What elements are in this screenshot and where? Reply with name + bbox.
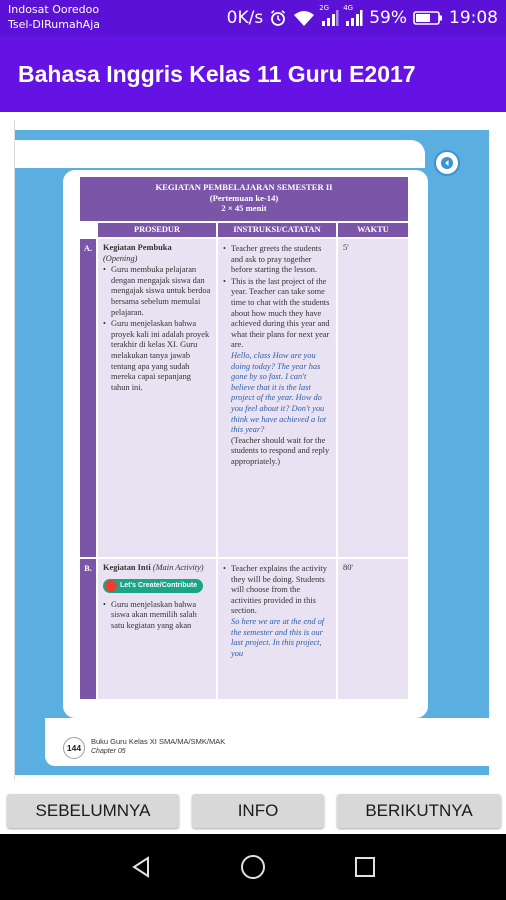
page-frame-inner <box>15 140 425 168</box>
table-row <box>80 559 408 699</box>
procedure-item: • Guru membuka pelajaran dengan mengajak siswa dan mengajak siswa untuk berdoa bersama sebelum memulai pelajaran. <box>103 265 211 318</box>
row-label-a: A. <box>80 239 96 557</box>
create-icon <box>105 580 117 592</box>
alarm-icon <box>269 9 287 27</box>
table-title: KEGIATAN PEMBELAJARAN SEMESTER II <box>155 182 333 192</box>
procedure-cell <box>98 239 216 557</box>
battery-percent: 59% <box>369 8 407 28</box>
home-icon[interactable] <box>238 852 268 882</box>
teacher-quote: So here we are at the end of the semester and this is our last project. In this project, you <box>231 616 325 658</box>
lesson-table <box>80 177 408 697</box>
time-cell: 5' <box>338 239 408 557</box>
signal-4g-icon <box>343 4 363 27</box>
badge-label: Let's Create/Contribute <box>120 582 198 590</box>
instruction-cell <box>218 559 336 699</box>
back-icon[interactable] <box>126 852 156 882</box>
net-4g-label: 4G <box>343 4 354 12</box>
time-cell: 80' <box>338 559 408 699</box>
instruction-item: • Teacher explains the activity they will be doing. Students will choose from the activities provided in this section. <box>223 564 331 617</box>
page-nav-icon <box>434 150 460 176</box>
app-bar <box>0 36 506 112</box>
system-nav-bar <box>0 834 506 900</box>
next-button[interactable]: BERIKUTNYA <box>337 794 501 828</box>
clock: 19:08 <box>449 8 498 28</box>
procedure-item: • Guru menjelaskan bahwa siswa akan memilih salah satu kegiatan yang akan <box>103 600 211 632</box>
status-bar <box>0 0 506 36</box>
row-b-title: Kegiatan Inti <box>103 563 151 572</box>
procedure-cell <box>98 559 216 699</box>
book-title: Buku Guru Kelas XI SMA/MA/SMK/MAK <box>91 737 226 746</box>
previous-button[interactable]: SEBELUMNYA <box>7 794 179 828</box>
status-icons <box>227 6 498 30</box>
recents-icon[interactable] <box>350 852 380 882</box>
teacher-note: (Teacher should wait for the students to respond and reply appropriately.) <box>231 435 330 466</box>
row-a-subtitle: (Opening) <box>103 253 138 263</box>
column-header-instruksi: INSTRUKSI/CATATAN <box>218 223 336 237</box>
teacher-quote: Hello, class How are you doing today? The year has gone by so fast. I can't believe that it is the last project of the year. How do you feel about it? Don't you think we have achieved a lot this year? <box>231 350 327 435</box>
info-button[interactable]: INFO <box>192 794 324 828</box>
net-2g-label: 2G <box>319 4 330 12</box>
table-duration: 2 × 45 menit <box>221 203 267 213</box>
book-page <box>14 120 488 780</box>
instruction-cell <box>218 239 336 557</box>
row-a-title: Kegiatan Pembuka <box>103 243 172 252</box>
carrier-name-1: Indosat Ooredoo <box>8 3 100 16</box>
instruction-item: • This is the last project of the year. Teacher can take some time to chat with the students about how much they have achieved during this year and what their plans for next year are. <box>223 277 331 351</box>
column-header-waktu: WAKTU <box>338 223 408 237</box>
activity-badge <box>103 579 203 593</box>
page-number: 144 <box>63 737 85 759</box>
table-meeting: (Pertemuan ke-14) <box>209 192 279 203</box>
page-viewer[interactable] <box>0 112 506 786</box>
row-label-b: B. <box>80 559 96 699</box>
procedure-item: • Guru menjelaskan bahwa proyek kali ini adalah proyek terakhir di kelas XI. Guru melakukan tanya jawab tentang apa yang sudah mereka capai sepanjang tahun ini. <box>103 319 211 393</box>
wifi-icon <box>293 9 315 27</box>
row-b-subtitle: (Main Activity) <box>152 563 204 572</box>
instruction-item: • Teacher greets the students and ask to pray together before starting the lesson. <box>223 244 331 276</box>
chapter-label: Chapter 05 <box>91 748 126 755</box>
carrier-name-2: Tsel-DIRumahAja <box>8 18 101 31</box>
battery-icon <box>413 10 443 26</box>
table-header <box>80 177 408 221</box>
table-row <box>80 239 408 557</box>
app-title: Bahasa Inggris Kelas 11 Guru E2017 <box>18 61 416 87</box>
column-header-prosedur: PROSEDUR <box>98 223 216 237</box>
network-speed: 0K/s <box>226 8 264 28</box>
signal-2g-icon <box>319 4 339 27</box>
navigation-buttons <box>0 786 506 834</box>
